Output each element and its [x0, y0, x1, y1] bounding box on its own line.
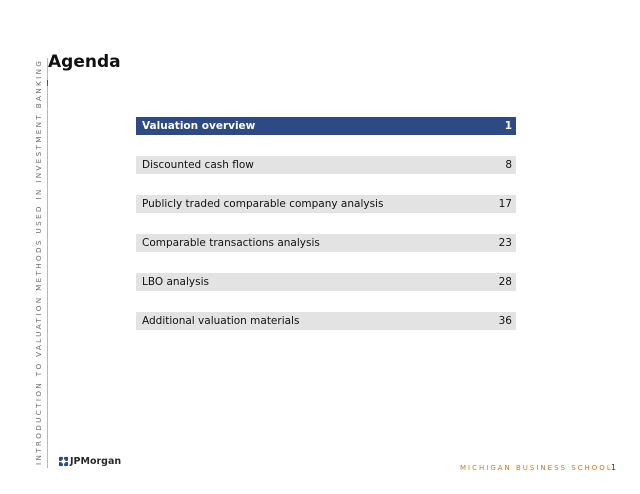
agenda-item-label: Comparable transactions analysis: [142, 237, 320, 249]
agenda-item-page: 28: [498, 276, 512, 288]
agenda-item: [136, 156, 516, 174]
agenda-item: [136, 312, 516, 330]
agenda-item: [136, 234, 516, 252]
agenda-item-page: 8: [505, 159, 512, 171]
jpmorgan-logo: [58, 456, 121, 467]
agenda-item-page: 1: [504, 120, 512, 132]
agenda-item: [136, 117, 516, 135]
logo-wordmark: JPMorgan: [70, 456, 122, 467]
footer-label: MICHIGAN BUSINESS SCHOOL: [460, 464, 613, 472]
agenda-item-label: Additional valuation materials: [142, 315, 300, 327]
agenda-item-page: 17: [498, 198, 512, 210]
side-label: INTRODUCTION TO VALUATION METHODS USED IN INVESTMENT BANKING: [34, 58, 43, 465]
agenda-item-label: Discounted cash flow: [142, 159, 254, 171]
agenda-item-page: 23: [498, 237, 512, 249]
agenda-item-page: 36: [498, 315, 512, 327]
jpmorgan-octagon-icon: [58, 456, 69, 467]
side-divider-mark: [47, 80, 48, 86]
agenda-item: [136, 273, 516, 291]
page-title: Agenda: [48, 52, 121, 72]
side-divider: [47, 58, 48, 468]
page-number: 1: [611, 463, 617, 472]
agenda-item-label: Publicly traded comparable company analysis: [142, 198, 384, 210]
agenda-item-label: Valuation overview: [142, 120, 256, 132]
agenda-item: [136, 195, 516, 213]
agenda-item-label: LBO analysis: [142, 276, 209, 288]
